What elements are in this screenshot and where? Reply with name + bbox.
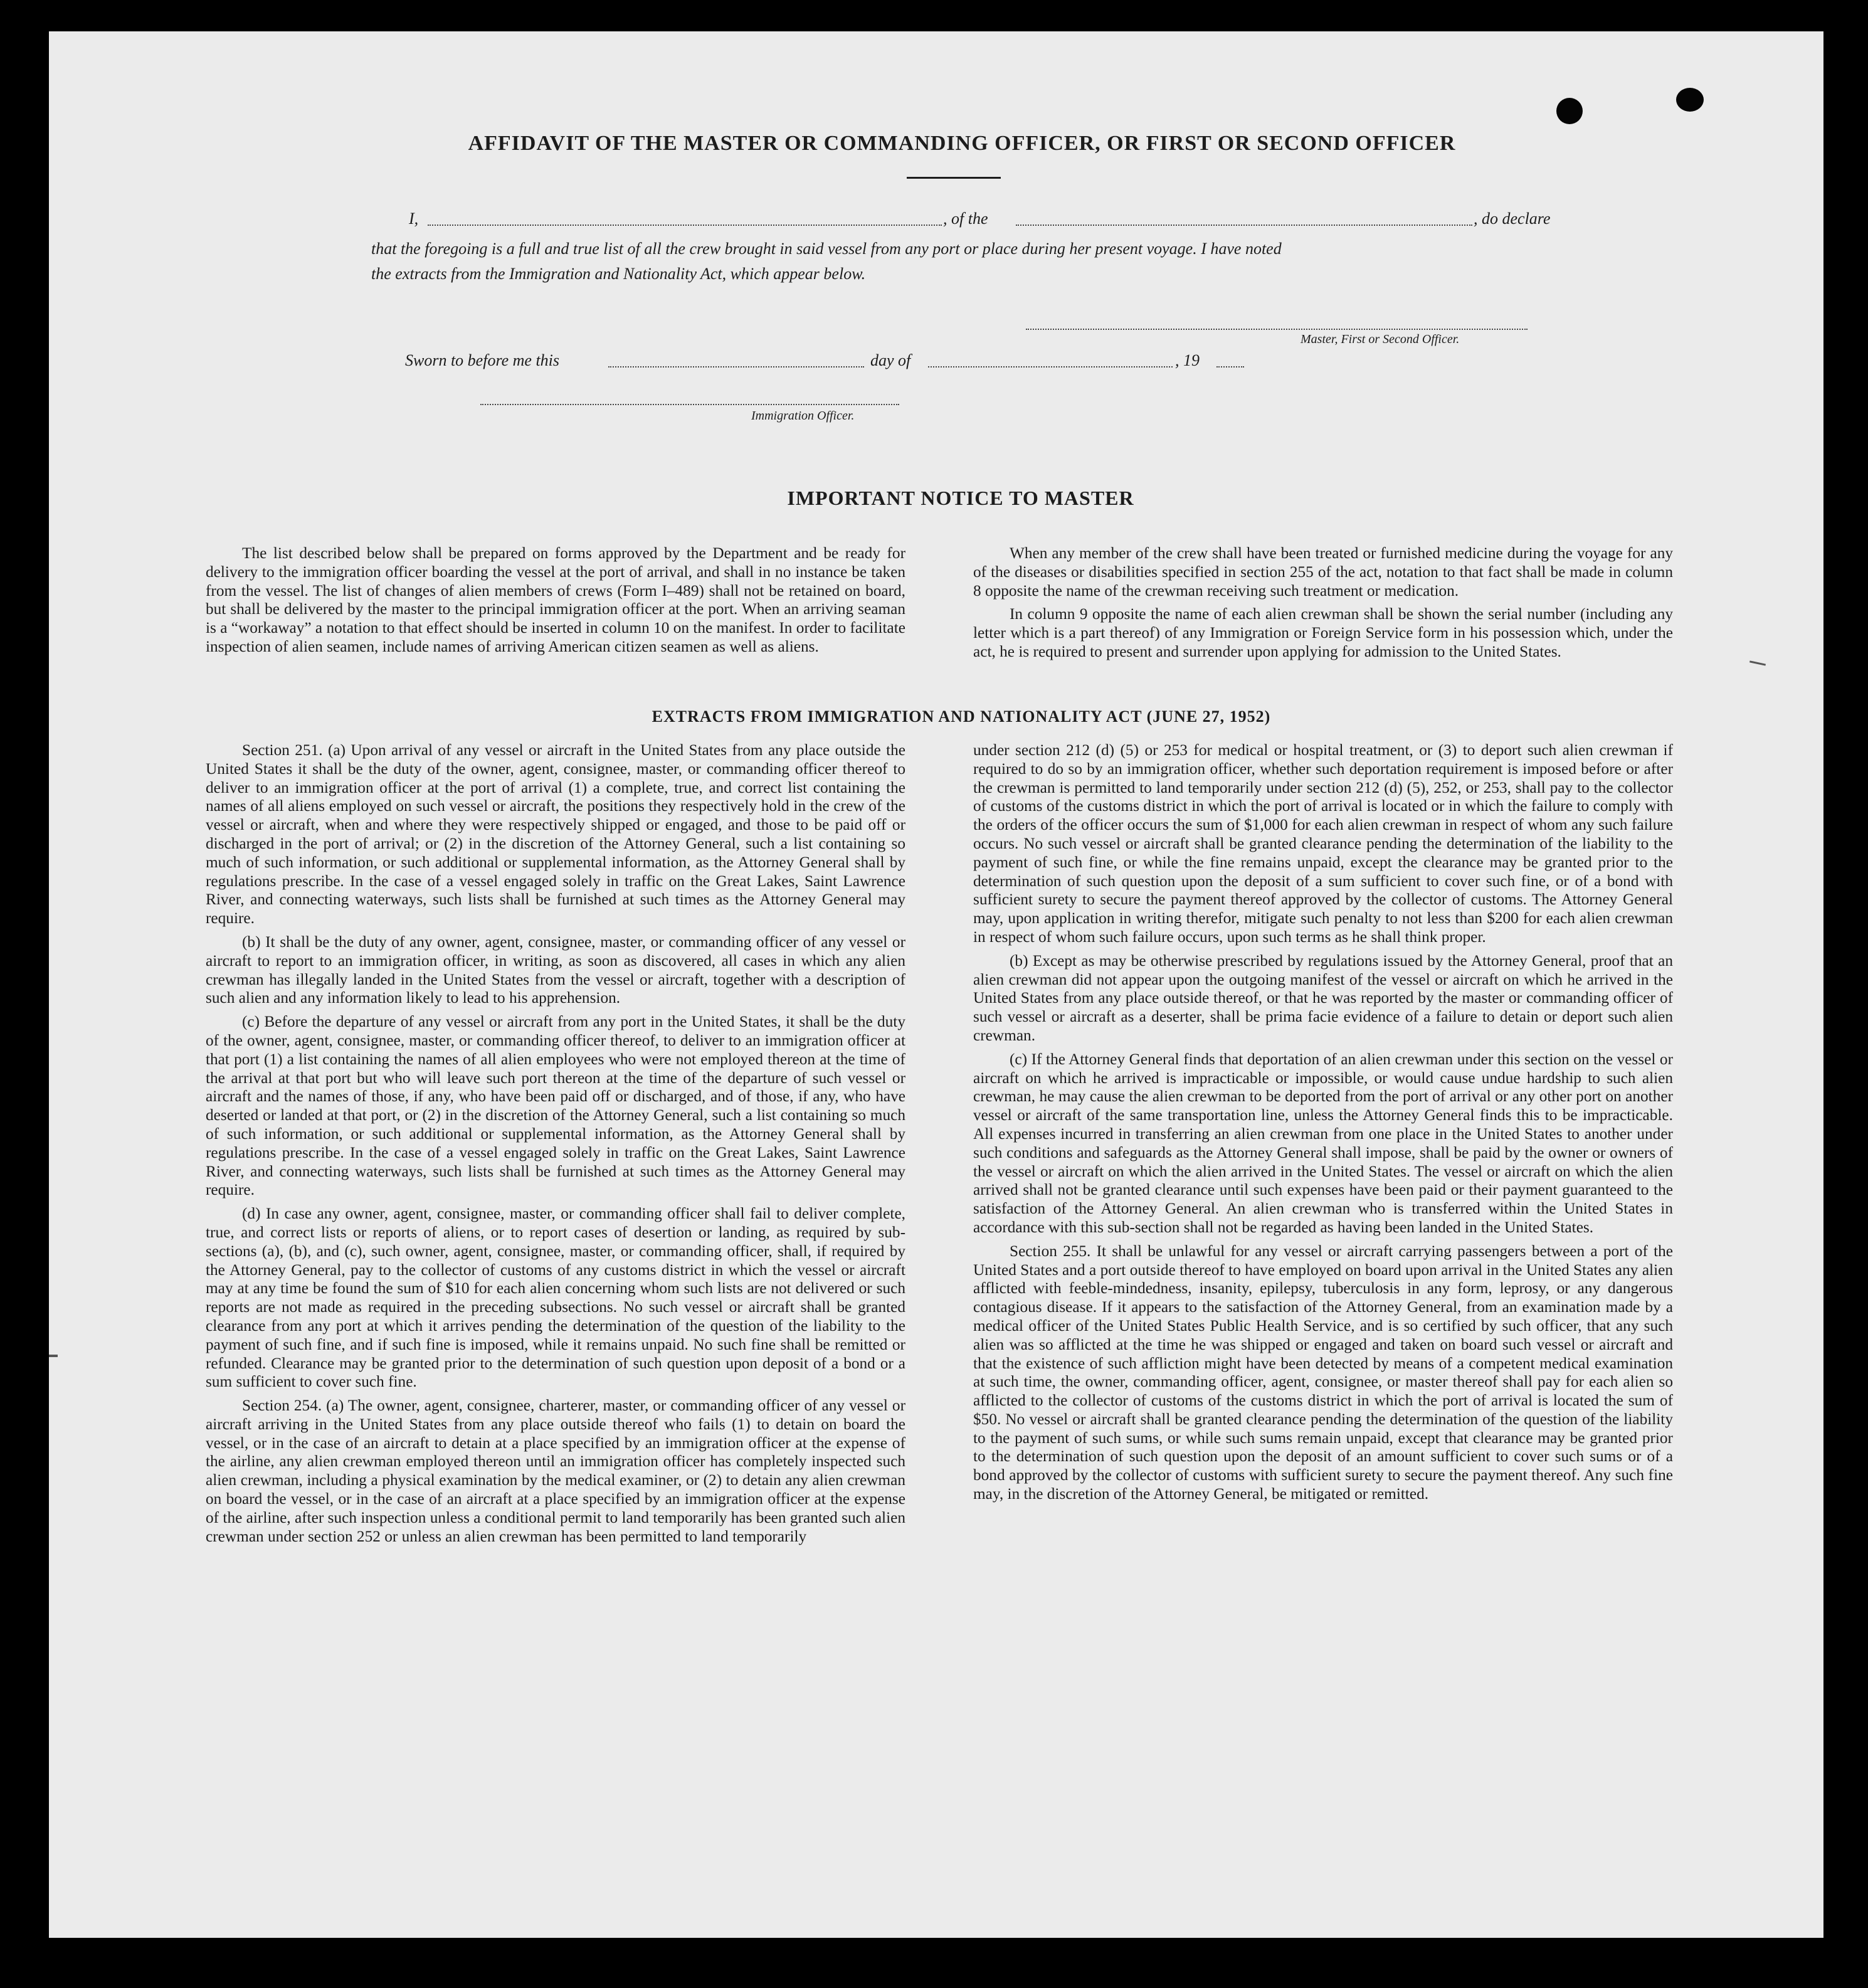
extracts-right-column	[973, 741, 1673, 1509]
sworn-day-blank	[608, 366, 864, 367]
notice-title: IMPORTANT NOTICE TO MASTER	[787, 487, 1134, 509]
of-the-label: , of the	[943, 209, 988, 228]
year-blank	[1216, 366, 1244, 367]
section-251-a: Section 251. (a) Upon arrival of any vessel or aircraft in the United States from any place outside the United States it shall be the duty of the owner, agent, consignee, master, or commanding officer thereof to deliver to an immigration officer at the port of arrival (1) a complete, true, and correct list containing the names of all aliens employed on such vessel or aircraft, the positions they respectively hold in the crew of the vessel or aircraft, when and where they were respectively shipped or engaged, and those to be paid off or discharged in the port of arrival; or (2) in the discretion of the Attorney General, such a list containing so much of such information, or such additional or supplemental information, as the Attorney General shall by regulations prescribe. In the case of a vessel engaged solely in traffic on the Great Lakes, Saint Lawrence River, and connecting waterways, such lists shall be furnished at such times as the Attorney General may require.	[206, 741, 905, 928]
name-blank	[428, 225, 942, 226]
section-255: Section 255. It shall be unlawful for any vessel or aircraft carrying passengers between a port of the United States and a port outside thereof to have employed on board upon arrival in the United States any alien afflicted with feeble-mindedness, insanity, epilepsy, tuberculosis in any form, leprosy, or any dangerous contagious disease. If it appears to the satisfaction of the Attorney General, from an examination made by a medical officer of the United States Public Health Service, and is so certified by such officer, that any such alien was so afflicted at the time he was shipped or engaged and taken on board such vessel or aircraft and that the existence of such affliction might have been detected by means of a competent medical examination at such time, the owner, commanding officer, agent, consignee, or master thereof shall pay for each alien so afflicted to the collector of customs of the customs district in which the port of arrival is located the sum of $50. No vessel or aircraft shall be granted clearance pending the determination of the question of the liability to the payment of such sums, or while such sums remain unpaid, except that clearance may be granted prior to the determination of such question upon the deposit of an amount sufficient to cover such sums or of a bond approved by the collector of customs with sufficient surety to secure the payment thereof. Any such fine may, in the discretion of the Attorney General, be mitigated or remitted.	[973, 1242, 1673, 1503]
affidavit-i-label: I,	[409, 209, 419, 228]
affidavit-statement-line2: the extracts from the Immigration and Nationality Act, which appear below.	[371, 265, 866, 283]
immigration-caption: Immigration Officer.	[751, 409, 855, 423]
extracts-title: EXTRACTS FROM IMMIGRATION AND NATIONALITY ACT (JUNE 27, 1952)	[652, 707, 1271, 726]
vessel-blank	[1016, 225, 1472, 226]
immigration-signature-line	[480, 404, 899, 405]
sworn-label: Sworn to before me this	[405, 351, 560, 369]
punch-hole	[1676, 88, 1704, 112]
notice-paragraph: The list described below shall be prepared on forms approved by the Department and be ready for delivery to the immigration officer boarding the vessel at the port of arrival, and shall in no instance be taken from the vessel. The list of changes of alien members of crews (Form I–489) shall not be retained on board, but shall be delivered by the master to the principal immigration officer at the port. When an arriving seaman is a “workaway” a notation to that effect should be inserted in column 10 on the manifest. In order to facilitate inspection of alien seamen, include names of arriving American citizen seamen as well as aliens.	[206, 544, 905, 655]
punch-hole	[1556, 98, 1583, 124]
affidavit-title: AFFIDAVIT OF THE MASTER OR COMMANDING OFFICER, OR FIRST OR SECOND OFFICER	[468, 132, 1456, 155]
year-label: , 19	[1175, 351, 1200, 369]
section-254-a: Section 254. (a) The owner, agent, consignee, charterer, master, or commanding officer of any vessel or aircraft arriving in the United States from any place outside thereof who fails (1) to detain on board the vessel, or in the case of an aircraft to detain at a place specified by an immigration officer at the expense of the airline, any alien crewman employed thereon until an immigration officer has completely inspected such alien crewman, including a physical examination by the medical examiner, or (2) to detain any alien crewman on board the vessel, or in the case of an aircraft at a place specified by an immigration officer at the expense of the airline, after such inspection unless a conditional permit to land temporarily has been granted such alien crewman under section 252 or unless an alien crewman has been permitted to land temporarily	[206, 1397, 905, 1545]
edge-mark	[49, 1355, 58, 1357]
notice-left-column	[206, 544, 905, 662]
document-page	[49, 31, 1823, 1938]
section-251-c: (c) Before the departure of any vessel or aircraft from any port in the United States, it shall be the duty of the owner, agent, consignee, master, or commanding officer thereof, to deliver to an immigration officer at that port (1) a list containing the names of all alien employees who were not employed thereon at the time of the arrival at that port but who will leave such port thereon at the time of the departure of such vessel or aircraft and the names of those, if any, who have been paid off or discharged, and of those, if any, who have deserted or landed at that port, or (2) in the discretion of the Attorney General, such a list containing so much of such information, or such additional or supplemental information, as the Attorney General shall by regulations prescribe. In the case of a vessel engaged solely in traffic on the Great Lakes, Saint Lawrence River, and connecting waterways, such lists shall be furnished at such times as the Attorney General may require.	[206, 1013, 905, 1199]
sworn-month-blank	[928, 366, 1173, 367]
notice-right-column	[973, 544, 1673, 667]
master-signature-line	[1026, 329, 1528, 330]
section-254-c: (c) If the Attorney General finds that deportation of an alien crewman under this section on the vessel or aircraft on which he arrived is impracticable or impossible, or would cause undue hardship to such alien crewman, he may cause the alien crewman to be deported from the port of arrival or any other port on another vessel or aircraft of the same transportation line, unless the Attorney General finds this to be impracticable. All expenses incurred in transferring an alien crewman from one place in the United States to another under such conditions and safeguards as the Attorney General shall impose, shall be paid by the owner or owners of the vessel or aircraft on which the alien arrived in the United States. The vessel or aircraft on which the alien arrived shall not be granted clearance until such expenses have been paid or their payment guaranteed to the satisfaction of the Attorney General. An alien crewman who is transferred within the United States in accordance with this sub-section shall not be regarded as having been landed in the United States.	[973, 1050, 1673, 1236]
notice-paragraph: When any member of the crew shall have been treated or furnished medicine during the voyage for any of the diseases or disabilities specified in section 255 of the act, notation to that fact shall be made in column 8 opposite the name of the crewman receiving such treatment or medication.	[973, 544, 1673, 600]
title-rule	[907, 177, 1001, 179]
affidavit-statement-line1: that the foregoing is a full and true list of all the crew brought in said vessel from any port or place during her present voyage. I have noted	[371, 240, 1282, 258]
notice-paragraph: In column 9 opposite the name of each alien crewman shall be shown the serial number (including any letter which is a part thereof) of any Immigration or Foreign Service form in his possession which, under the act, he is required to present and surrender upon applying for admission to the United States.	[973, 605, 1673, 660]
section-251-d: (d) In case any owner, agent, consignee, master, or commanding officer shall fail to deliver complete, true, and correct lists or reports of aliens, or to report cases of desertion or landing, as required by sub-sections (a), (b), and (c), such owner, agent, consignee, master, or commanding officer, shall, if required by the Attorney General, pay to the collector of customs of any customs district in which the vessel or aircraft may at any time be found the sum of $10 for each alien concerning whom such lists are not delivered or such reports are not made as required in the preceding subsections. No such vessel or aircraft shall be granted clearance from any port at which it arrives pending the determination of the question of the liability to the payment of such fine, and if such fine is imposed, while it remains unpaid. No such fine shall be remitted or refunded. Clearance may be granted prior to the determination of such question upon deposit of a bond or a sum sufficient to cover such fine.	[206, 1205, 905, 1391]
master-caption: Master, First or Second Officer.	[1301, 332, 1460, 346]
extracts-left-column	[206, 741, 905, 1551]
day-of-label: day of	[870, 351, 911, 369]
edge-mark	[1749, 660, 1766, 665]
section-254-a-continued: under section 212 (d) (5) or 253 for medical or hospital treatment, or (3) to deport such alien crewman if required to do so by an immigration officer, whether such deportation requirement is imposed before or after the crewman is permitted to land temporarily under section 212 (d) (5), 252, or 253, shall pay to the collector of customs of the customs district in which the port of arrival is located or in which the failure to comply with the orders of the officer occurs the sum of $1,000 for each alien crewman in respect of whom any such failure occurs. No such vessel or aircraft shall be granted clearance pending the determination of the liability to the payment of such fine, or while the fine remains unpaid, except the clearance may be granted prior to the determination of such question upon the deposit of a sum sufficient to cover such fine, or of a bond with sufficient surety to secure the payment thereof approved by the collector of customs. The Attorney General may, upon application in writing therefor, mitigate such penalty to not less than $200 for each alien crewman in respect of whom such failure occurs, upon such terms as he shall think proper.	[973, 741, 1673, 946]
do-declare-label: , do declare	[1474, 209, 1551, 228]
section-254-b: (b) Except as may be otherwise prescribed by regulations issued by the Attorney General, proof that an alien crewman did not appear upon the outgoing manifest of the vessel or aircraft on which he arrived in the United States from any place outside thereof, or that he was reported by the master or commanding officer of such vessel or aircraft as a deserter, shall be prima facie evidence of a failure to detain or deport such alien crewman.	[973, 951, 1673, 1044]
section-251-b: (b) It shall be the duty of any owner, agent, consignee, master, or commanding officer of any vessel or aircraft to report to an immigration officer, in writing, as soon as discovered, all cases in which any alien crewman has illegally landed in the United States from the vessel or aircraft, together with a description of such alien and any information likely to lead to his apprehension.	[206, 933, 905, 1007]
